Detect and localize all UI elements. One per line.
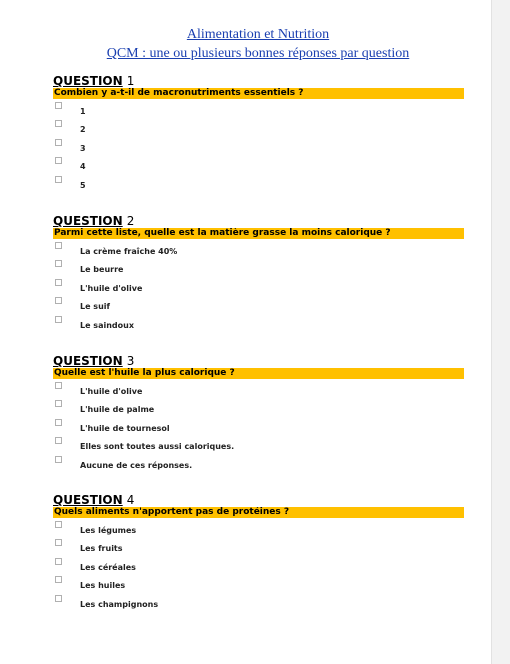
answer-option[interactable] — [53, 297, 464, 315]
question-block-3 — [53, 354, 464, 474]
question-heading — [53, 74, 464, 88]
answer-label: Les huiles — [80, 581, 126, 591]
checkbox[interactable] — [55, 521, 62, 528]
question-block-2 — [53, 214, 464, 334]
answer-option[interactable] — [53, 595, 464, 613]
answer-option[interactable] — [53, 316, 464, 334]
question-text: Parmi cette liste, quelle est la matière grasse la moins calorique ? — [53, 228, 464, 239]
checkbox[interactable] — [55, 176, 62, 183]
document-subtitle: QCM : une ou plusieurs bonnes réponses par question — [106, 46, 410, 61]
question-heading — [53, 214, 464, 228]
answer-option[interactable] — [53, 120, 464, 138]
answer-option[interactable] — [53, 437, 464, 455]
answer-options — [53, 382, 464, 474]
checkbox[interactable] — [55, 558, 62, 565]
answer-label: Les légumes — [80, 526, 137, 535]
question-word: QUESTION — [53, 74, 123, 88]
question-number: 2 — [126, 214, 135, 228]
answer-label: La crème fraîche 40% — [80, 247, 178, 256]
page-margin — [491, 0, 510, 664]
answer-option[interactable] — [53, 102, 464, 120]
answer-label: Les fruits — [80, 544, 123, 554]
answer-option[interactable] — [53, 400, 464, 418]
answer-label: 1 — [80, 107, 86, 116]
answer-option[interactable] — [53, 521, 464, 539]
answer-option[interactable] — [53, 139, 464, 157]
answer-option[interactable] — [53, 539, 464, 557]
answer-label: Les champignons — [80, 599, 159, 609]
checkbox[interactable] — [55, 120, 62, 127]
answer-label: L'huile d'olive — [80, 283, 143, 293]
answer-option[interactable] — [53, 419, 464, 437]
answer-label: Les céréales — [80, 562, 136, 572]
question-word: QUESTION — [53, 214, 123, 228]
document-header — [20, 25, 496, 63]
checkbox[interactable] — [55, 260, 62, 267]
answer-option[interactable] — [53, 176, 464, 194]
question-number: 4 — [126, 493, 135, 507]
checkbox[interactable] — [55, 139, 62, 146]
answer-label: Le suif — [80, 302, 110, 312]
question-word: QUESTION — [53, 354, 123, 368]
checkbox[interactable] — [55, 456, 62, 463]
answer-option[interactable] — [53, 576, 464, 594]
checkbox[interactable] — [55, 157, 62, 164]
answer-option[interactable] — [53, 456, 464, 474]
question-text: Quelle est l'huile la plus calorique ? — [53, 368, 464, 379]
question-heading — [53, 493, 464, 507]
answer-option[interactable] — [53, 558, 464, 576]
answer-label: L'huile de tournesol — [80, 423, 170, 433]
answer-options — [53, 102, 464, 194]
answer-option[interactable] — [53, 242, 464, 260]
answer-label: Elles sont toutes aussi caloriques. — [80, 442, 235, 452]
answer-label: 2 — [80, 125, 86, 135]
checkbox[interactable] — [55, 419, 62, 426]
answer-label: Le beurre — [80, 265, 124, 275]
answer-label: 4 — [80, 162, 86, 172]
question-block-1 — [53, 74, 464, 194]
question-text: Combien y a-t-il de macronutriments essentiels ? — [53, 88, 464, 99]
checkbox[interactable] — [55, 297, 62, 304]
answer-option[interactable] — [53, 260, 464, 278]
question-number: 3 — [126, 354, 135, 368]
answer-option[interactable] — [53, 157, 464, 175]
document-title: Alimentation et Nutrition — [186, 27, 330, 42]
checkbox[interactable] — [55, 595, 62, 602]
checkbox[interactable] — [55, 400, 62, 407]
checkbox[interactable] — [55, 316, 62, 323]
question-number: 1 — [126, 74, 135, 88]
answer-label: Aucune de ces réponses. — [80, 460, 193, 470]
question-text: Quels aliments n'apportent pas de protéines ? — [53, 507, 464, 518]
answer-label: L'huile de palme — [80, 405, 155, 415]
question-heading — [53, 354, 464, 368]
question-word: QUESTION — [53, 493, 123, 507]
answer-label: L'huile d'olive — [80, 387, 143, 396]
answer-label: 3 — [80, 143, 86, 153]
answer-option[interactable] — [53, 279, 464, 297]
checkbox[interactable] — [55, 382, 62, 389]
answer-label: 5 — [80, 180, 86, 190]
answer-options — [53, 242, 464, 334]
answer-label: Le saindoux — [80, 320, 134, 330]
checkbox[interactable] — [55, 242, 62, 249]
answer-options — [53, 521, 464, 613]
question-block-4 — [53, 493, 464, 613]
checkbox[interactable] — [55, 437, 62, 444]
checkbox[interactable] — [55, 576, 62, 583]
checkbox[interactable] — [55, 102, 62, 109]
answer-option[interactable] — [53, 382, 464, 400]
checkbox[interactable] — [55, 539, 62, 546]
checkbox[interactable] — [55, 279, 62, 286]
